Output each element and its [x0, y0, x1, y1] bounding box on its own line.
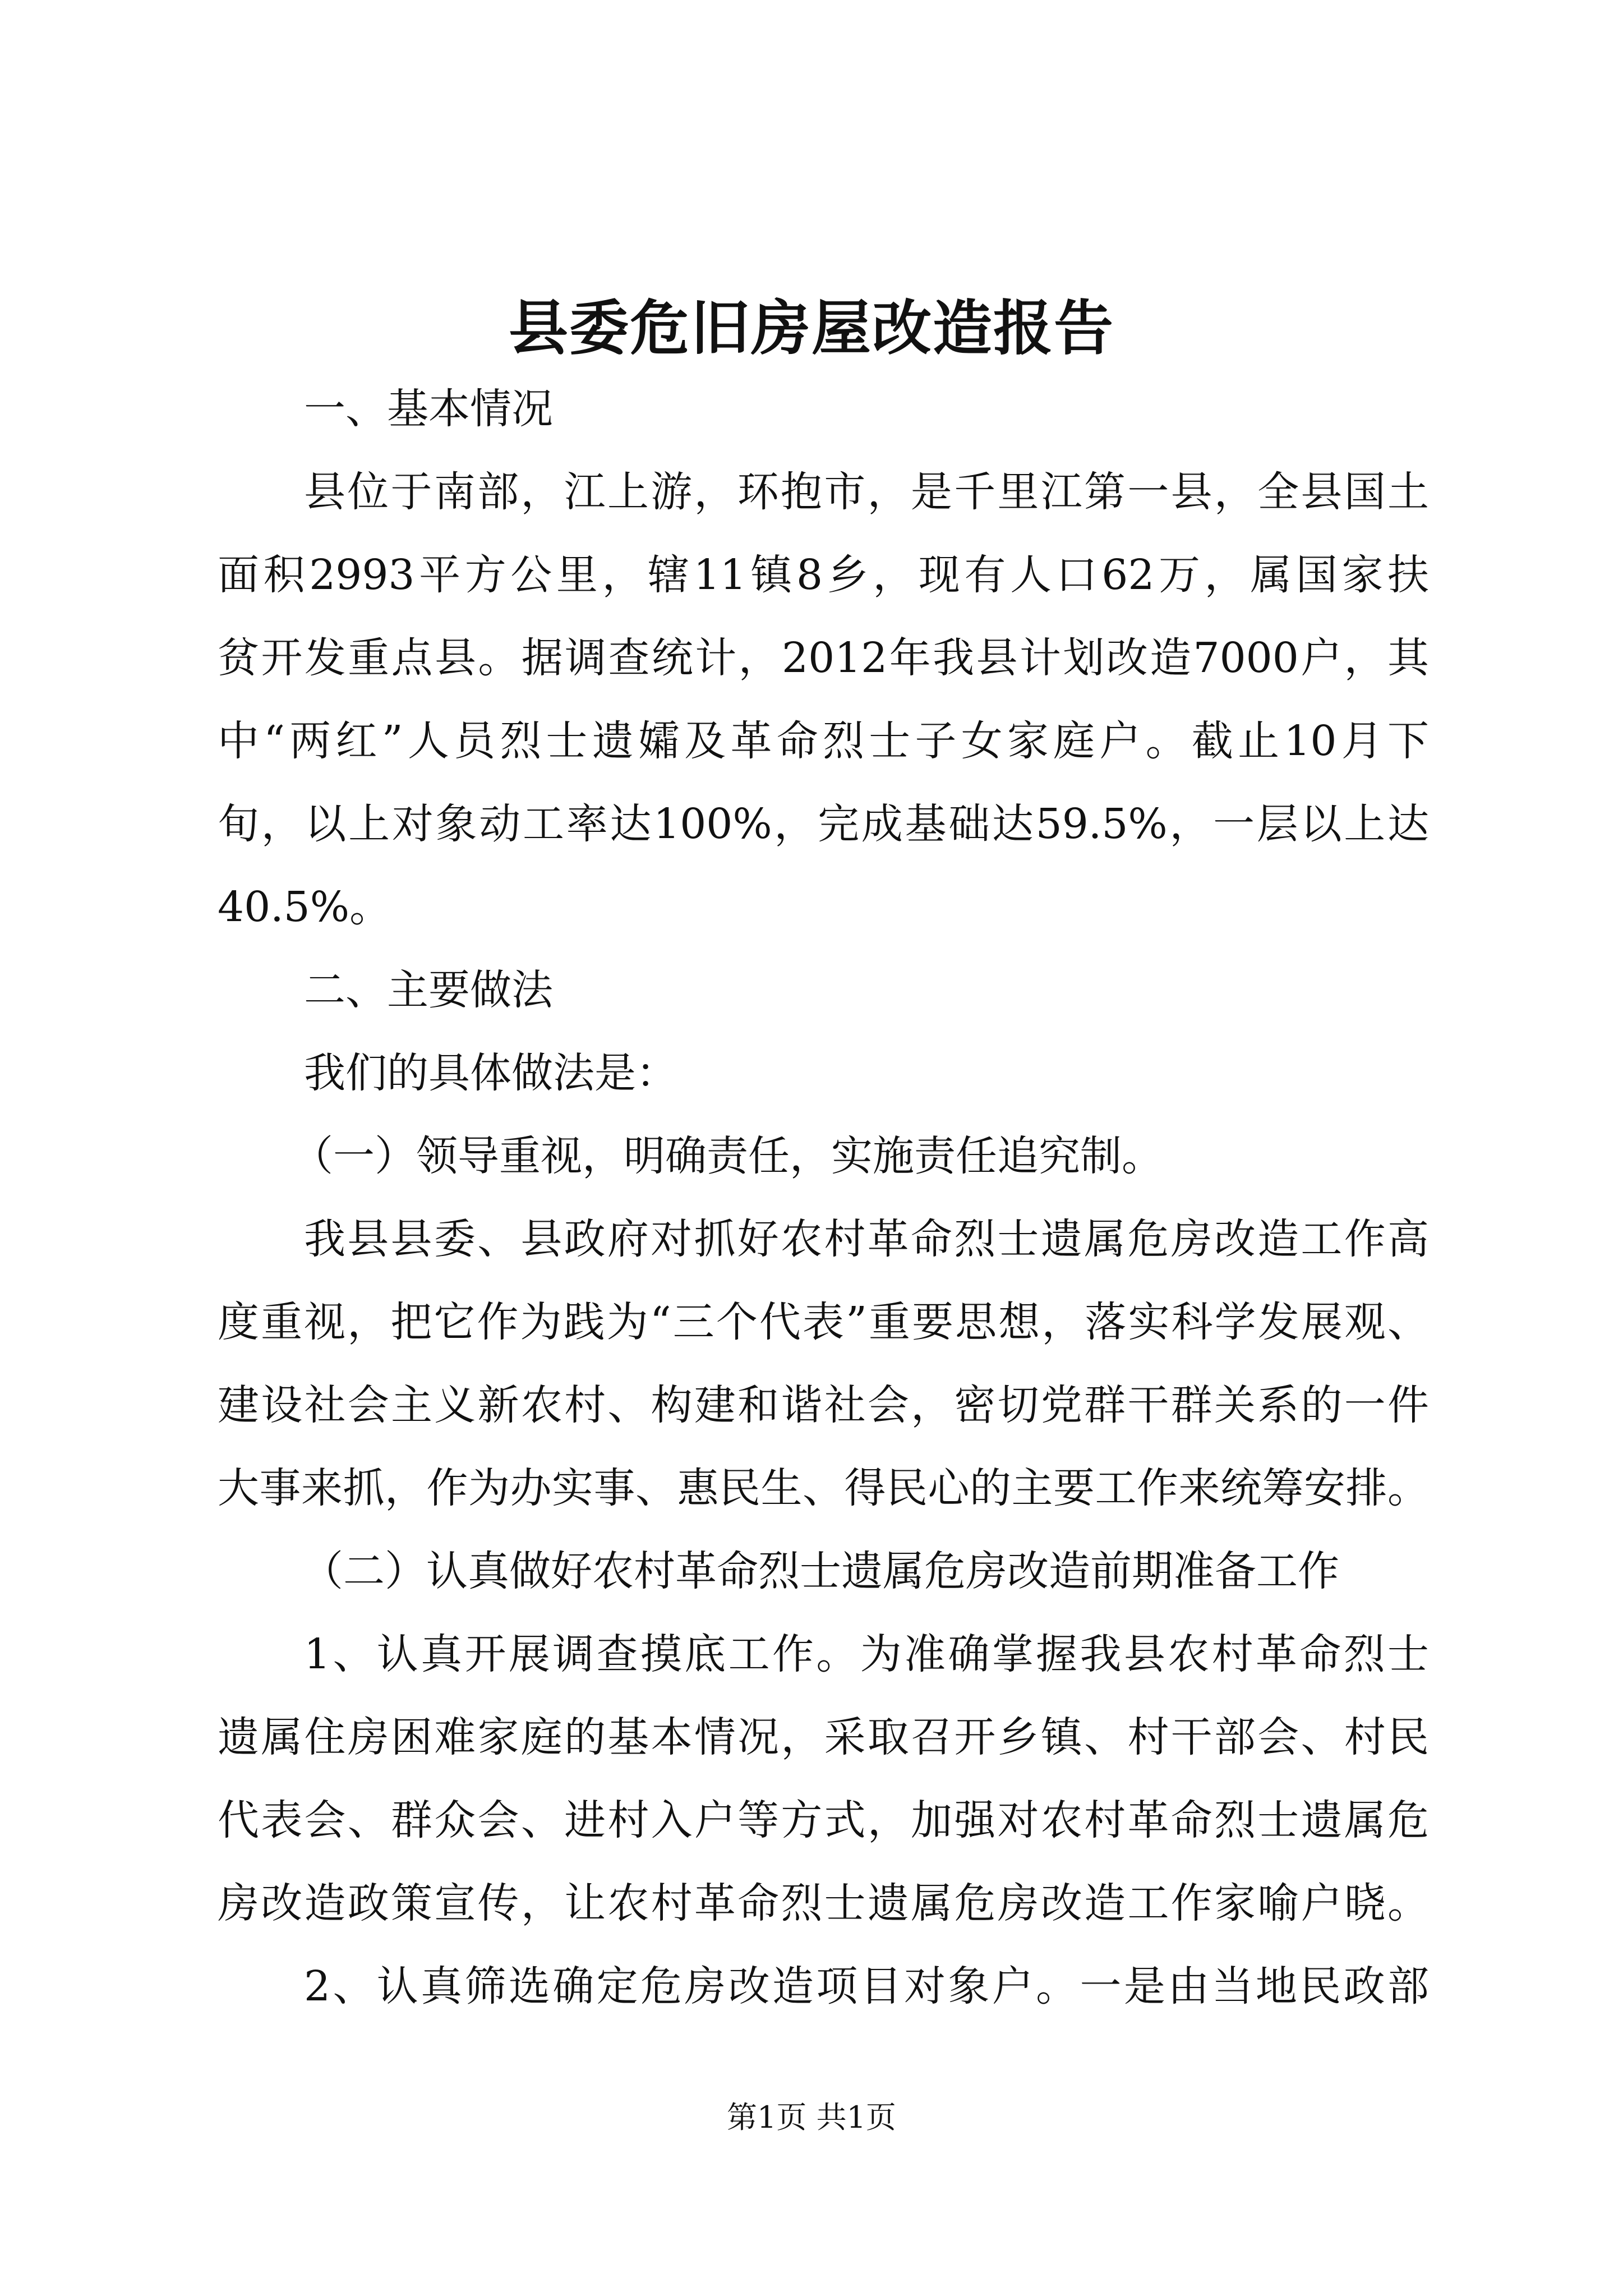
paragraph-line: 我们的具体做法是： [304, 1049, 677, 1097]
paragraph-line: 大事来抓，作为办实事、惠民生、得民心的主要工作来统筹安排。 [218, 1464, 1429, 1512]
subsection-heading: （二）认真做好农村革命烈士遗属危房改造前期准备工作 [302, 1547, 1339, 1595]
paragraph-line: 中“两红”人员烈士遗孀及革命烈士子女家庭户。截止10月下 [218, 717, 1429, 765]
subsection-heading: （一）领导重视，明确责任，实施责任追究制。 [292, 1132, 1163, 1180]
paragraph-line: 贫开发重点县。据调查统计，2012年我县计划改造7000户，其 [218, 634, 1429, 682]
paragraph-line: 2、认真筛选确定危房改造项目对象户。一是由当地民政部 [304, 1962, 1429, 2010]
paragraph-line: 1、认真开展调查摸底工作。为准确掌握我县农村革命烈士 [304, 1630, 1429, 1678]
paragraph-line: 我县县委、县政府对抓好农村革命烈士遗属危房改造工作高 [304, 1215, 1429, 1263]
paragraph-line: 房改造政策宣传，让农村革命烈士遗属危房改造工作家喻户晓。 [218, 1879, 1429, 1927]
paragraph-line: 面积2993平方公里，辖11镇8乡，现有人口62万，属国家扶 [218, 551, 1429, 599]
document-title: 县委危旧房屋改造报告 [509, 293, 1114, 363]
section-heading: 一、基本情况 [304, 385, 553, 433]
paragraph-line: 40.5%。 [218, 883, 391, 931]
paragraph-line: 县位于南部，江上游，环抱市，是千里江第一县，全县国土 [304, 468, 1429, 516]
paragraph-line: 代表会、群众会、进村入户等方式，加强对农村革命烈士遗属危 [218, 1796, 1429, 1844]
paragraph-line: 度重视，把它作为践为“三个代表”重要思想，落实科学发展观、 [218, 1298, 1429, 1346]
paragraph-line: 旬，以上对象动工率达100%，完成基础达59.5%，一层以上达 [218, 800, 1429, 848]
page-footer: 第1页 共1页 [727, 2100, 896, 2135]
paragraph-line: 建设社会主义新农村、构建和谐社会，密切党群干群关系的一件 [218, 1381, 1429, 1429]
section-heading: 二、主要做法 [304, 966, 553, 1014]
paragraph-line: 遗属住房困难家庭的基本情况，采取召开乡镇、村干部会、村民 [218, 1713, 1429, 1761]
